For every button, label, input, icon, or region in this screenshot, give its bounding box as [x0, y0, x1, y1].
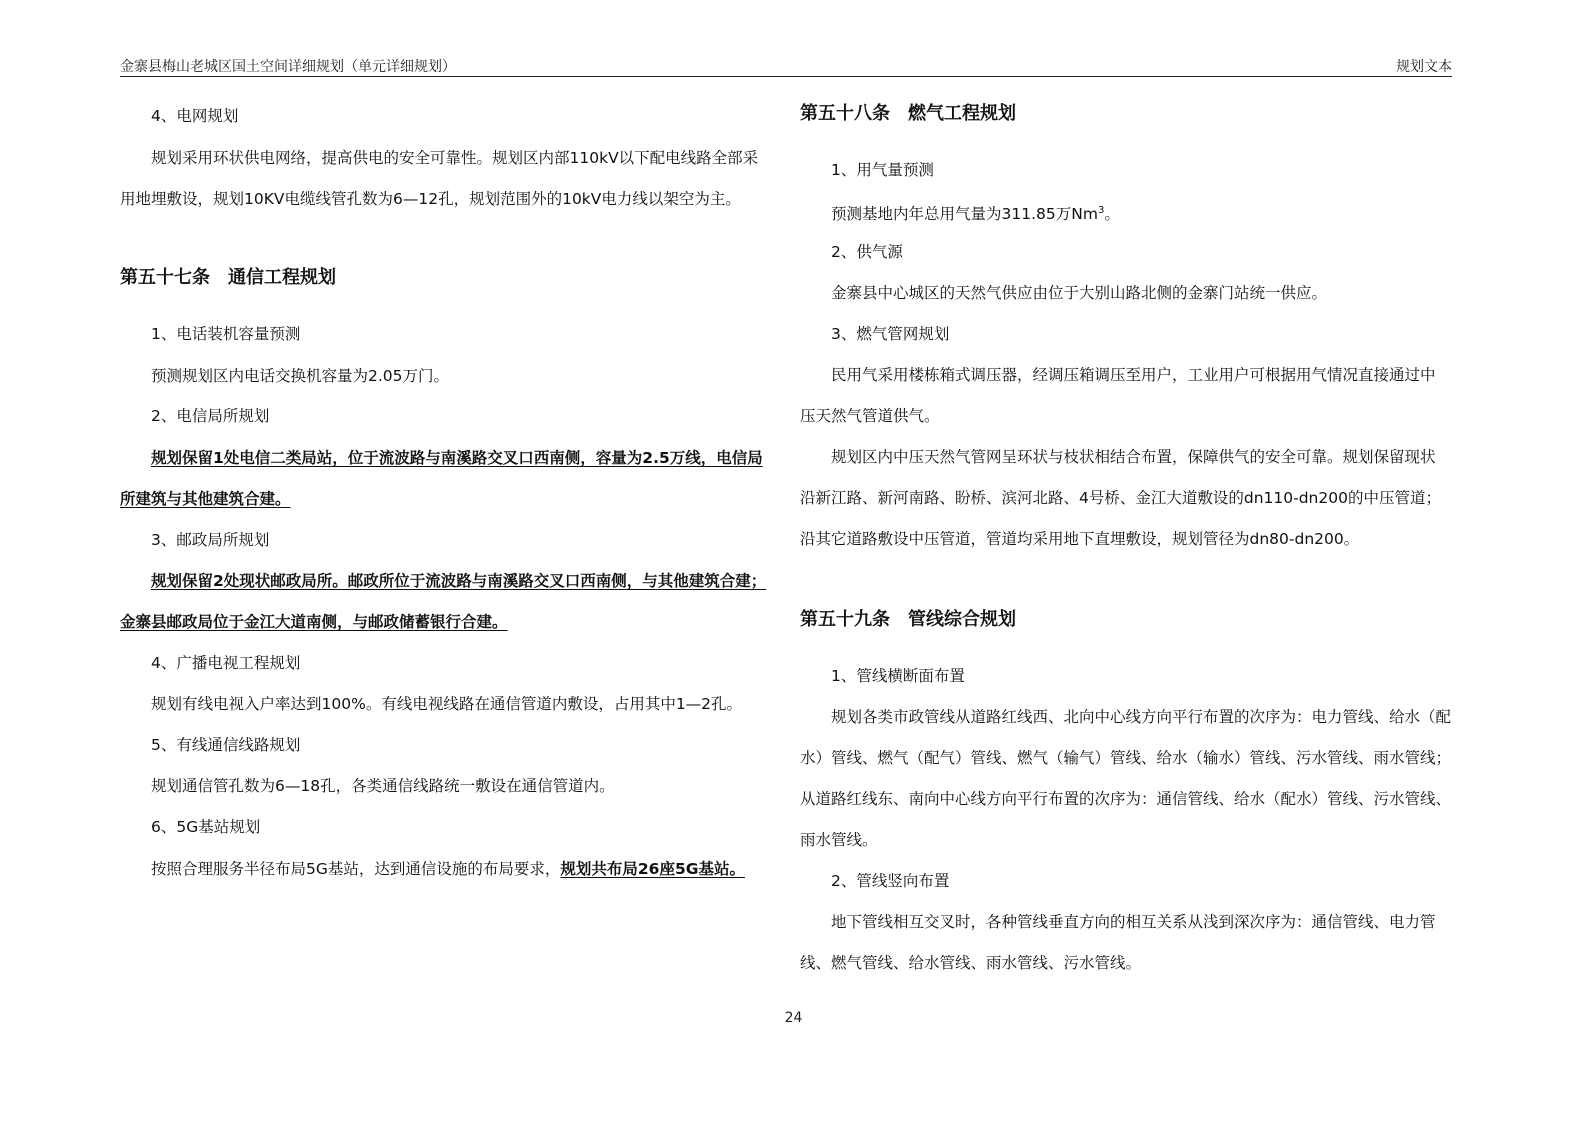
telecom-paragraph-line-1: 规划保留1处电信二类局站，位于流波路与南溪路交叉口西南侧，容量为2.5万线，电信局: [151, 449, 763, 467]
grid-paragraph-line-2: 用地埋敷设，规划10KV电缆线管孔数为6—12孔，规划范围外的10kV电力线以架空为主。: [120, 190, 741, 208]
postal-paragraph-line-2: 金寨县邮政局位于金江大道南侧，与邮政储蓄银行合建。: [120, 613, 508, 631]
vertical-line-2: 线、燃气管线、给水管线、雨水管线、污水管线。: [800, 954, 1142, 972]
telecom-subheading: 2、电信局所规划: [151, 407, 270, 425]
article-59-title: 管线综合规划: [908, 609, 1016, 630]
postal-subheading: 3、邮政局所规划: [151, 531, 270, 549]
broadcast-paragraph: 规划有线电视入户率达到100%。有线电视线路在通信管道内敷设，占用其中1—2孔。: [151, 695, 743, 713]
article-57-heading: [120, 266, 336, 290]
cross-section-line-1: 规划各类市政管线从道路红线西、北向中心线方向平行布置的次序为：电力管线、给水（配: [831, 708, 1452, 726]
gas-demand-superscript: 3: [1097, 205, 1105, 216]
telecom-paragraph-line-2: 所建筑与其他建筑合建。: [120, 490, 291, 508]
article-58-number: 第五十八条: [800, 103, 890, 124]
article-58-title: 燃气工程规划: [908, 103, 1016, 124]
gas-network-p1-line-2: 压天然气管道供气。: [800, 407, 940, 425]
cross-section-line-2: 水）管线、燃气（配气）管线、燃气（输气）管线、给水（输水）管线、污水管线、雨水管线；: [800, 749, 1452, 767]
page-number: 24: [784, 1010, 803, 1026]
cross-section-subheading: 1、管线横断面布置: [831, 667, 965, 685]
gas-network-subheading: 3、燃气管网规划: [831, 325, 950, 343]
article-59-heading: [800, 608, 1016, 632]
gas-source-subheading: 2、供气源: [831, 243, 903, 261]
cross-section-line-3: 从道路红线东、南向中心线方向平行布置的次序为：通信管线、给水（配水）管线、污水管线、: [800, 790, 1452, 808]
gas-network-p2-line-2: 沿新江路、新河南路、盼桥、滨河北路、4号桥、金江大道敷设的dn110-dn200的中压管道；: [800, 489, 1441, 507]
article-57-number: 第五十七条: [120, 267, 210, 288]
gas-demand-end: 。: [1104, 205, 1120, 224]
5g-paragraph-emphasis: 规划共布局26座5G基站。: [560, 860, 745, 878]
telephone-paragraph: 预测规划区内电话交换机容量为2.05万门。: [151, 367, 450, 385]
telephone-subheading: 1、电话装机容量预测: [151, 325, 301, 343]
grid-subheading: 4、电网规划: [151, 107, 239, 125]
wired-subheading: 5、有线通信线路规划: [151, 736, 301, 754]
gas-demand-paragraph: [831, 201, 1120, 224]
gas-demand-text: 预测基地内年总用气量为311.85万Nm: [831, 205, 1098, 224]
vertical-line-1: 地下管线相互交叉时，各种管线垂直方向的相互关系从浅到深次序为：通信管线、电力管: [831, 913, 1436, 931]
cross-section-line-4: 雨水管线。: [800, 831, 878, 849]
broadcast-subheading: 4、广播电视工程规划: [151, 654, 301, 672]
vertical-subheading: 2、管线竖向布置: [831, 872, 950, 890]
postal-paragraph-line-1: 规划保留2处现状邮政局所。邮政所位于流波路与南溪路交叉口西南侧，与其他建筑合建；: [151, 572, 767, 590]
5g-paragraph: [151, 859, 745, 879]
5g-subheading: 6、5G基站规划: [151, 818, 261, 836]
wired-paragraph: 规划通信管孔数为6—18孔，各类通信线路统一敷设在通信管道内。: [151, 777, 615, 795]
article-57-title: 通信工程规划: [228, 267, 336, 288]
5g-paragraph-text: 按照合理服务半径布局5G基站，达到通信设施的布局要求，: [151, 860, 561, 878]
gas-demand-subheading: 1、用气量预测: [831, 161, 934, 179]
gas-source-paragraph: 金寨县中心城区的天然气供应由位于大别山路北侧的金寨门站统一供应。: [831, 284, 1328, 302]
article-58-heading: [800, 102, 1016, 126]
document-type: 规划文本: [1396, 59, 1452, 75]
grid-paragraph-line-1: 规划采用环状供电网络，提高供电的安全可靠性。规划区内部110kV以下配电线路全部采: [151, 149, 759, 167]
article-59-number: 第五十九条: [800, 609, 890, 630]
gas-network-p2-line-1: 规划区内中压天然气管网呈环状与枝状相结合布置，保障供气的安全可靠。规划保留现状: [831, 448, 1436, 466]
page-header: [120, 54, 1452, 77]
gas-network-p1-line-1: 民用气采用楼栋箱式调压器，经调压箱调压至用户，工业用户可根据用气情况直接通过中: [831, 366, 1436, 384]
gas-network-p2-line-3: 沿其它道路敷设中压管道，管道均采用地下直埋敷设，规划管径为dn80-dn200。: [800, 530, 1360, 548]
document-title: 金寨县梅山老城区国土空间详细规划（单元详细规划）: [120, 59, 456, 75]
